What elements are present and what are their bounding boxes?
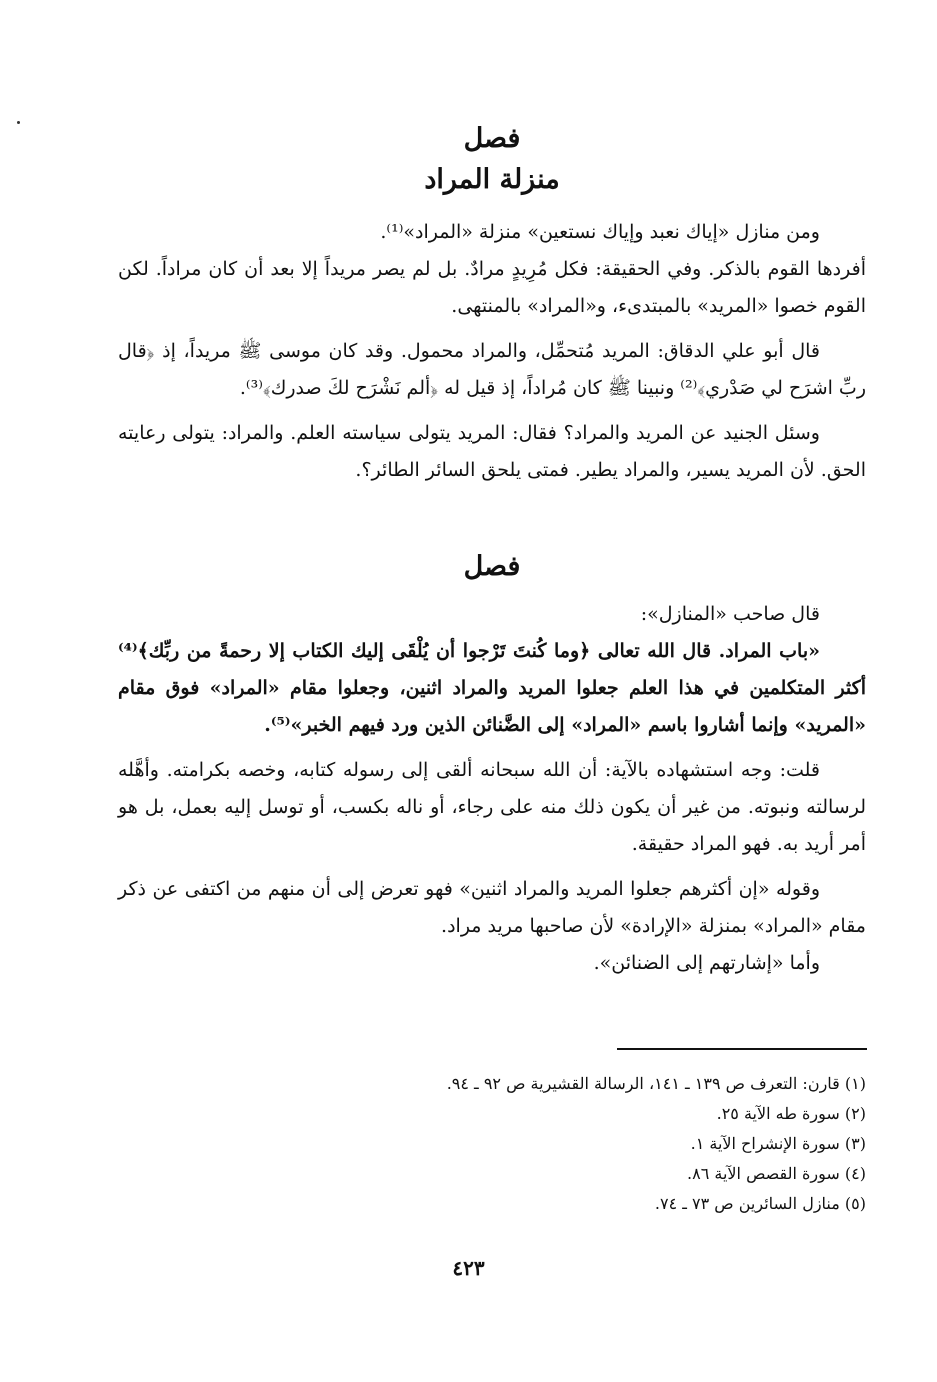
paragraph: قلت: وجه استشهاده بالآية: أن الله سبحانه ألقى إلى رسوله كتابه، وخصه بكرامته. وأهَّله لرسالته ونبوته. من غير أن يكون ذلك منه على رجاء، أو ناله بكسب، أو توسل إليه بعمل، بل هو أمر أريد به. فهو المراد حقيقة. xyxy=(118,759,866,855)
quoted-passage: «باب المراد. قال الله تعالى ﴿وما كُنتَ تَرْجوا أن يُلْقَى إليك الكتاب إلا رحمةً من ربِّك﴾⁽⁴⁾ أكثر المتكلمين في هذا العلم جعلوا المريد والمراد اثنين، وجعلوا مقام «المراد» فوق مقام «المريد» وإنما أشاروا باسم «المراد» إلى الضَّنائن الذين ورد فيهم الخبر»⁽⁵⁾. xyxy=(118,640,866,736)
footnote: (٣) سورة الإنشراح الآية ١. xyxy=(690,1134,866,1153)
paragraph: قال صاحب «المنازل»: xyxy=(640,603,820,625)
stray-ink-dot xyxy=(17,121,20,124)
chapter-subheading: منزلة المراد xyxy=(424,164,560,195)
section-2-body xyxy=(118,596,866,982)
paragraph: قال أبو علي الدقاق: المريد مُتحمِّل، والمراد محمول. وقد كان موسى ﷺ مريداً، إذ ﴿قال ربِّ اشرَح لي صَدْري﴾⁽²⁾ ونبينا ﷺ كان مُراداً، إذ قيل له ﴿ألم نَشْرَح لكَ صدرك﴾⁽³⁾. xyxy=(118,340,866,399)
footnote-separator xyxy=(617,1048,867,1050)
footnote: (٢) سورة طه الآية ٢٥. xyxy=(716,1104,866,1123)
paragraph: أفردها القوم بالذكر. وفي الحقيقة: فكل مُرِيدٍ مرادٌ. بل لم يصر مريداً إلا بعد أن كان مراداً. لكن القوم خصوا «المريد» بالمبتدىء، و«المراد» بالمنتهى. xyxy=(118,258,866,317)
footnotes xyxy=(118,1069,866,1219)
page-number: ٤٢٣ xyxy=(452,1256,485,1280)
paragraph: وسئل الجنيد عن المريد والمراد؟ فقال: المريد يتولى سياسته العلم. والمراد: يتولى رعايته الحق. لأن المريد يسير، والمراد يطير. فمتى يلحق السائر الطائر؟. xyxy=(118,422,866,481)
paragraph: وأما «إشارتهم إلى الضنائن». xyxy=(593,952,820,974)
section-heading: فصل xyxy=(463,551,521,582)
footnote: (٥) منازل السائرين ص ٧٣ ـ ٧٤. xyxy=(654,1194,866,1213)
footnote: (٤) سورة القصص الآية ٨٦. xyxy=(687,1164,866,1183)
section-1-body xyxy=(118,214,866,489)
chapter-heading: فصل xyxy=(463,123,521,154)
paragraph: وقوله «إن أكثرهم جعلوا المريد والمراد اثنين» فهو تعرض إلى أن منهم من اكتفى عن ذكر مقام «المراد» بمنزلة «الإرادة» لأن صاحبها مريد مراد. xyxy=(118,878,866,937)
footnote: (١) قارن: التعرف ص ١٣٩ ـ ١٤١، الرسالة القشيرية ص ٩٢ ـ ٩٤. xyxy=(446,1074,866,1093)
paragraph: ومن منازل «إياك نعبد وإياك نستعين» منزلة «المراد»⁽¹⁾. xyxy=(380,221,820,243)
